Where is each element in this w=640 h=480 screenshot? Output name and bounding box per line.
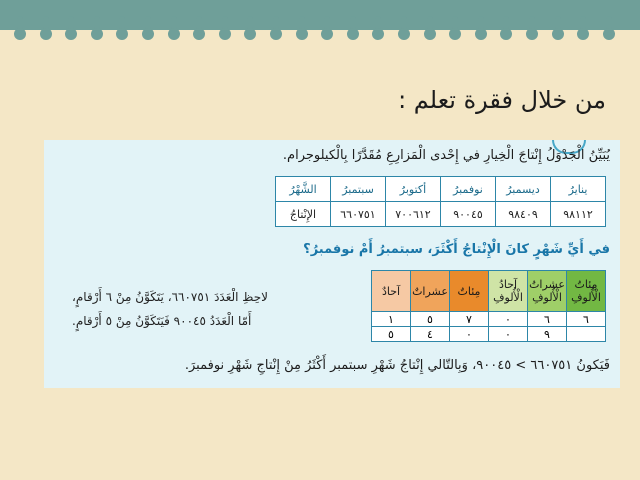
notebook-hole	[424, 20, 436, 42]
textbook-image	[44, 140, 620, 388]
production-value-december: ٩٨٤٠٩	[496, 202, 551, 227]
place-cell	[567, 327, 606, 342]
notebook-hole	[526, 20, 538, 42]
lesson-intro: يُبَيِّنُ الْجَدْوَلُ إِنْتاجَ الْخِيارِ في إِحْدى الْمَزارِعِ مُقَدَّرًا بِالْكيلوجرام.	[282, 148, 610, 163]
notebook-hole	[116, 20, 128, 42]
lesson-conclusion: فَيَكونُ ٦٦٠٧٥١ > ٩٠٠٤٥، وَبِالتّالي إِنْتاجُ شَهْرِ سبتمبر أَكْثَرُ مِنْ إِنْتاجِ شَهْرِ نوفمبرَ.	[184, 358, 610, 373]
notebook-hole	[244, 20, 256, 42]
notebook-hole	[65, 20, 77, 42]
place-value-table	[371, 270, 606, 342]
note-line-1: لاحِظِ الْعَدَدَ ٦٦٠٧٥١، يَتَكَوَّنُ مِنْ ٦ أَرْقامٍ،	[72, 290, 268, 304]
production-header-september: سبتمبرُ	[331, 177, 386, 202]
place-cell: ٠	[489, 312, 528, 327]
place-header-hundred-thousands: مِئاتُ الْأُلوفِ	[567, 271, 606, 312]
notebook-hole	[500, 20, 512, 42]
notebook-hole	[603, 20, 615, 42]
notebook-hole	[219, 20, 231, 42]
production-label: الإِنْتاجُ	[276, 202, 331, 227]
place-cell: ٠	[450, 327, 489, 342]
notebook-hole	[398, 20, 410, 42]
place-header-ones: آحادٌ	[372, 271, 411, 312]
place-header-thousands: آحادُ الْأُلوفِ	[489, 271, 528, 312]
notebook-hole	[296, 20, 308, 42]
production-table	[275, 176, 606, 227]
place-header-tens: عشراتٌ	[411, 271, 450, 312]
production-header-october: أكتوبرُ	[386, 177, 441, 202]
place-cell: ٤	[411, 327, 450, 342]
place-cell: ٦	[528, 312, 567, 327]
production-header-november: نوفمبرُ	[441, 177, 496, 202]
page-title: من خلال فقرة تعلم :	[398, 86, 606, 114]
place-cell: ٧	[450, 312, 489, 327]
production-value-october: ٧٠٠٦١٢	[386, 202, 441, 227]
production-value-november: ٩٠٠٤٥	[441, 202, 496, 227]
notebook-hole	[91, 20, 103, 42]
place-cell: ٦	[567, 312, 606, 327]
notebook-hole	[193, 20, 205, 42]
production-header-december: ديسمبرُ	[496, 177, 551, 202]
notebook-hole	[142, 20, 154, 42]
notebook-hole	[168, 20, 180, 42]
lesson-question: في أَيِّ شَهْرٍ كانَ الْإِنْتاجُ أَكْثَرَ، سبتمبرُ أَمْ نوفمبرُ؟	[303, 242, 610, 257]
place-cell: ٩	[528, 327, 567, 342]
note-line-2: أَمّا الْعَدَدُ ٩٠٠٤٥ فَيَتَكَوَّنُ مِنْ ٥ أَرْقامٍ.	[72, 314, 252, 328]
production-value-january: ٩٨١١٢	[551, 202, 606, 227]
notebook-hole	[449, 20, 461, 42]
place-cell: ٠	[489, 327, 528, 342]
notebook-hole	[40, 20, 52, 42]
place-cell: ٥	[411, 312, 450, 327]
place-cell: ١	[372, 312, 411, 327]
notebook-hole	[347, 20, 359, 42]
production-header-january: ينايرُ	[551, 177, 606, 202]
notebook-hole	[14, 20, 26, 42]
production-value-september: ٦٦٠٧٥١	[331, 202, 386, 227]
notebook-hole	[577, 20, 589, 42]
notebook-hole	[475, 20, 487, 42]
place-cell: ٥	[372, 327, 411, 342]
notebook-hole	[372, 20, 384, 42]
production-header-month: الشَّهْرُ	[276, 177, 331, 202]
place-header-ten-thousands: عشراتُ الْأُلوفِ	[528, 271, 567, 312]
notebook-holes	[14, 20, 626, 42]
notebook-hole	[321, 20, 333, 42]
place-header-hundreds: مِئاتٌ	[450, 271, 489, 312]
notebook-hole	[552, 20, 564, 42]
notebook-hole	[270, 20, 282, 42]
